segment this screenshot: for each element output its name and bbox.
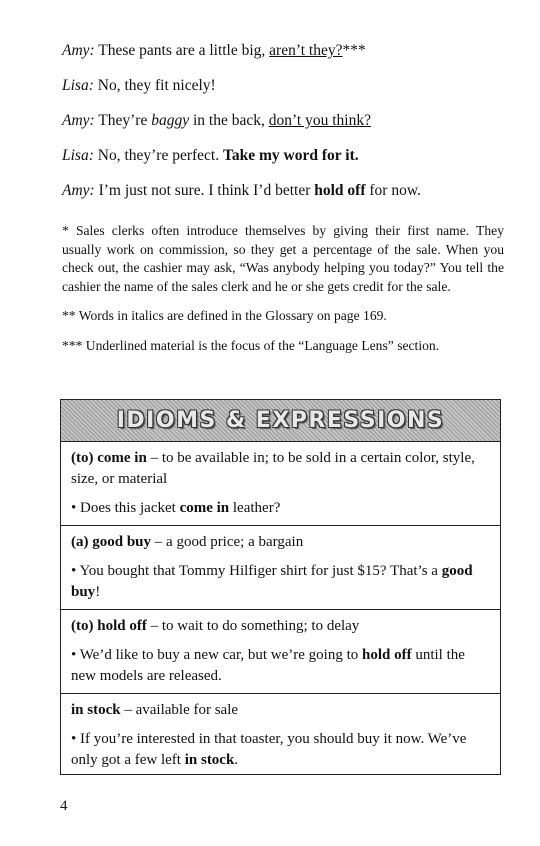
footnote-underlined: *** Underlined material is the focus of the “Language Lens” section. (62, 337, 440, 353)
text-run: • If you’re interested in that toaster, you should buy it now. We’ve only got a few left (71, 731, 467, 768)
bold-phrase: hold off (314, 182, 366, 199)
text-run: • Does this jacket (71, 500, 180, 516)
dialogue-line (62, 108, 502, 143)
dialogue-line (62, 38, 502, 73)
idioms-expressions-box (60, 399, 501, 775)
page-number: 4 (60, 798, 68, 814)
speaker-name: Amy: (62, 112, 95, 129)
idiom-entry-in-stock (61, 694, 500, 778)
idiom-definition (71, 700, 490, 721)
text-run: – available for sale (120, 702, 239, 718)
dialogue (62, 38, 502, 213)
dialogue-line (62, 143, 502, 178)
speaker-name: Amy: (62, 42, 95, 59)
idiom-entry-good-buy (61, 526, 500, 610)
bold-phrase: (to) hold off (71, 618, 147, 634)
text-run: – a good price; a bargain (151, 534, 304, 550)
underlined-phrase: don’t you think? (268, 112, 371, 129)
footnote-italics: ** Words in italics are defined in the Glossary on page 169. (62, 308, 387, 323)
text-run: . (234, 752, 239, 768)
bold-phrase: (to) come in (71, 450, 147, 466)
text-run: No, they fit nicely! (93, 77, 216, 94)
speaker-name: Lisa: (62, 147, 94, 164)
bold-phrase: hold off (362, 647, 412, 663)
text-run: until the new models are released. (71, 647, 465, 684)
italic-word: baggy (151, 112, 190, 129)
underlined-phrase: aren’t they? (269, 42, 343, 59)
bold-phrase: in stock (71, 702, 121, 718)
idiom-entry-come-in (61, 442, 500, 526)
idiom-definition (71, 532, 490, 553)
idiom-definition (71, 448, 490, 490)
text-run: leather? (229, 500, 281, 516)
text-run: for now. (365, 182, 421, 199)
idiom-example (71, 729, 490, 771)
idiom-example (71, 561, 490, 603)
footnotes (62, 222, 504, 366)
speaker-name: Amy: (62, 182, 95, 199)
bold-phrase: (a) good buy (71, 534, 152, 550)
dialogue-line (62, 178, 502, 213)
speaker-name: Lisa: (62, 77, 94, 94)
bold-phrase: good buy (71, 563, 473, 600)
text-run: – to be available in; to be sold in a certain color, style, size, or material (71, 450, 475, 487)
text-run: I’m just not sure. I think I’d better (94, 182, 315, 199)
text-run: They’re (94, 112, 152, 129)
text-run: in the back, (189, 112, 269, 129)
idioms-title: IDIOMS & EXPRESSIONS (116, 408, 445, 433)
bold-phrase: in stock (184, 752, 235, 768)
idiom-definition (71, 616, 490, 637)
text-run: These pants are a little big, (94, 42, 270, 59)
text-run: *** (342, 42, 366, 59)
bold-phrase: come in (179, 500, 230, 516)
text-run: ! (95, 584, 101, 600)
idiom-example (71, 645, 490, 687)
idioms-header (61, 400, 500, 442)
bold-phrase: Take my word for it. (222, 147, 359, 164)
dialogue-line (62, 73, 502, 108)
footnote-sales-clerks: * Sales clerks often introduce themselves by giving their first name. They usually work on commission, so they get a percentage of the sale. When you check out, the cashier may ask, “Was anybody helping you today?” You tell the cashier the name of the sales clerk and he or she gets credit for the sale. (62, 223, 504, 294)
text-run: • You bought that Tommy Hilfiger shirt for just $15? That’s a (71, 563, 442, 579)
idiom-entry-hold-off (61, 610, 500, 694)
text-run: – to wait to do something; to delay (146, 618, 360, 634)
idiom-example (71, 498, 490, 519)
text-run: • We’d like to buy a new car, but we’re going to (71, 647, 362, 663)
text-run: No, they’re perfect. (93, 147, 223, 164)
